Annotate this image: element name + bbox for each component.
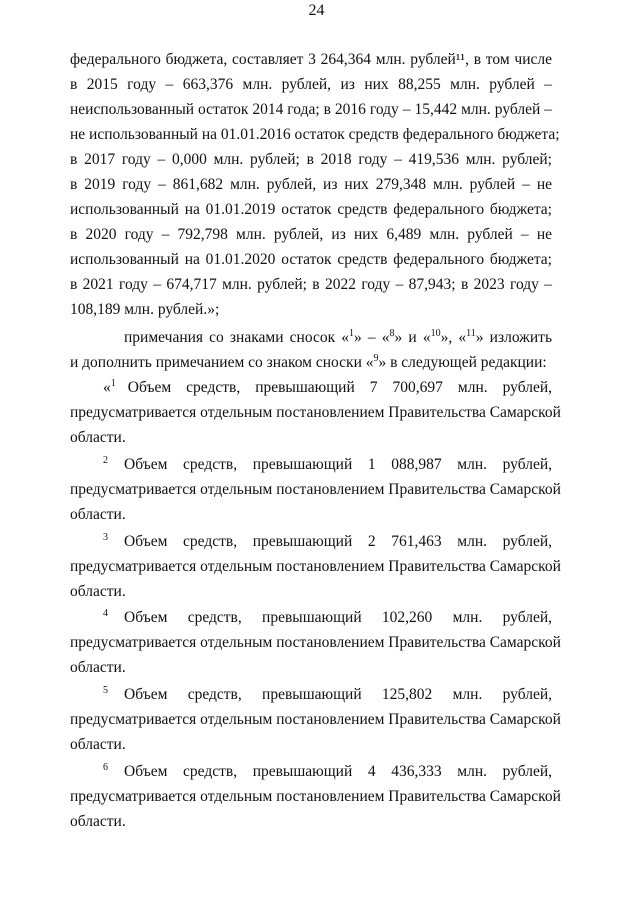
footnote-1-line-2: предусматривается отдельным постановлением Правительства Самарской xyxy=(70,404,561,421)
footnote-3-line-3: области. xyxy=(70,583,126,600)
footnote-mark-11: 11 xyxy=(466,328,476,339)
body-line-1: федерального бюджета, составляет 3 264,364 млн. рублей¹¹, в том числе xyxy=(70,51,552,68)
footnote-2-mark: 2 xyxy=(103,455,108,466)
body-line-9: использованный на 01.01.2020 остаток средств федерального бюджета; xyxy=(70,251,552,268)
footnote-1-text: Объем средств, превышающий 7 700,697 млн. рублей, xyxy=(127,379,552,396)
footnote-5-line-3: области. xyxy=(70,736,126,753)
footnote-5-mark: 5 xyxy=(103,685,108,696)
footnote-2-line-2: предусматривается отдельным постановлением Правительства Самарской xyxy=(70,481,561,498)
footnote-1-prefix: « xyxy=(103,379,111,396)
footnote-2-line-3: области. xyxy=(70,506,126,523)
footnote-3-line-2: предусматривается отдельным постановлением Правительства Самарской xyxy=(70,558,561,575)
footnote-2-line-1 xyxy=(103,456,552,474)
footnote-4-mark: 4 xyxy=(103,608,108,619)
footnote-1-line-1 xyxy=(103,379,552,397)
body-line-5: в 2017 году – 0,000 млн. рублей; в 2018 году – 419,536 млн. рублей; xyxy=(70,151,552,168)
footnote-6-line-3: области. xyxy=(70,813,126,830)
page-number: 24 xyxy=(308,2,325,19)
body-line-3: неиспользованный остаток 2014 года; в 2016 году – 15,442 млн. рублей – xyxy=(70,101,552,118)
footnote-3-text: Объем средств, превышающий 2 761,463 млн. рублей, xyxy=(124,533,552,550)
body-line-11: 108,189 млн. рублей.»; xyxy=(70,301,220,318)
body-line-7: использованный на 01.01.2019 остаток средств федерального бюджета; xyxy=(70,201,552,218)
footnote-4-line-2: предусматривается отдельным постановлением Правительства Самарской xyxy=(70,634,561,651)
footnote-4-line-1 xyxy=(103,609,552,627)
body-line-2: в 2015 году – 663,376 млн. рублей, из них 88,255 млн. рублей – xyxy=(70,76,552,93)
footnote-5-text: Объем средств, превышающий 125,802 млн. рублей, xyxy=(124,686,552,703)
instruction-text-g: » в следующей редакции: xyxy=(378,354,547,371)
instruction-text-b: » – « xyxy=(354,329,390,346)
footnote-6-line-2: предусматривается отдельным постановлением Правительства Самарской xyxy=(70,788,561,805)
body-line-8: в 2020 году – 792,798 млн. рублей, из них 6,489 млн. рублей – не xyxy=(70,226,552,243)
instruction-text-d: », « xyxy=(440,329,467,346)
footnote-4-text: Объем средств, превышающий 102,260 млн. рублей, xyxy=(124,609,552,626)
instruction-text-a: примечания со знаками сносок « xyxy=(124,329,350,346)
footnote-mark-10: 10 xyxy=(430,328,441,339)
footnote-6-mark: 6 xyxy=(103,762,108,773)
instruction-line-1 xyxy=(124,329,552,347)
footnote-1-line-3: области. xyxy=(70,429,126,446)
footnote-6-line-1 xyxy=(103,763,552,781)
instruction-text-c: » и « xyxy=(394,329,431,346)
footnote-2-text: Объем средств, превышающий 1 088,987 млн. рублей, xyxy=(124,456,552,473)
footnote-3-line-1 xyxy=(103,533,552,551)
instruction-text-f: и дополнить примечанием со знаком сноски « xyxy=(70,354,374,371)
body-line-4: не использованный на 01.01.2016 остаток средств федерального бюджета; xyxy=(70,126,560,143)
instruction-text-e: » изложить xyxy=(475,329,553,346)
footnote-5-line-1 xyxy=(103,686,552,704)
footnote-1-mark: 1 xyxy=(110,378,116,389)
instruction-line-2 xyxy=(70,354,552,372)
footnote-4-line-3: области. xyxy=(70,659,126,676)
body-line-10: в 2021 году – 674,717 млн. рублей; в 2022 году – 87,943; в 2023 году – xyxy=(70,276,552,293)
footnote-mark-9: 9 xyxy=(373,353,379,364)
footnote-mark-1: 1 xyxy=(349,328,355,339)
body-line-6: в 2019 году – 861,682 млн. рублей, из них 279,348 млн. рублей – не xyxy=(70,176,552,193)
footnote-6-text: Объем средств, превышающий 4 436,333 млн. рублей, xyxy=(124,763,552,780)
footnote-5-line-2: предусматривается отдельным постановлением Правительства Самарской xyxy=(70,711,561,728)
footnote-mark-8: 8 xyxy=(389,328,395,339)
footnote-3-mark: 3 xyxy=(103,532,108,543)
